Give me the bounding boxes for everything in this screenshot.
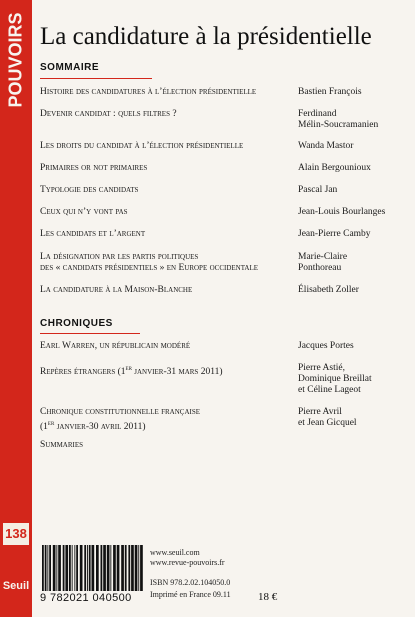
barcode-bar xyxy=(80,545,83,591)
toc-entry-title: Chronique constitutionnelle française (1er janvier-30 avril 2011) xyxy=(40,407,201,433)
barcode-bar xyxy=(89,545,91,591)
barcode xyxy=(40,545,144,591)
toc-entry-author: Jacques Portes xyxy=(298,341,354,351)
barcode-bar xyxy=(131,545,134,591)
barcode-bar xyxy=(103,545,106,591)
sommaire-rule xyxy=(40,78,152,79)
barcode-bar xyxy=(47,545,48,591)
toc-entry-title: Ceux qui n’y vont pas xyxy=(40,207,128,217)
issue-number: 138 xyxy=(3,523,29,545)
barcode-bar xyxy=(96,545,99,591)
barcode-bar xyxy=(69,545,71,591)
website-link: www.revue-pouvoirs.fr xyxy=(150,558,225,567)
toc-entry-title: La désignation par les partis politiques des « candidats présidentiels » en Europe occidentale xyxy=(40,252,259,273)
barcode-bar xyxy=(63,545,65,591)
toc-entry-title: Typologie des candidats xyxy=(40,185,139,195)
barcode-bar xyxy=(121,545,124,591)
toc-entry-title: Summaries xyxy=(40,440,84,450)
barcode-bar xyxy=(58,545,61,591)
toc-entry-author: Bastien François xyxy=(298,87,362,97)
barcode-bar xyxy=(140,545,143,591)
toc-entry-title: Earl Warren, un républicain modéré xyxy=(40,341,191,351)
barcode-bar xyxy=(84,545,86,591)
barcode-bar xyxy=(74,545,75,591)
chroniques-rule xyxy=(40,333,140,334)
barcode-bar xyxy=(101,545,103,591)
barcode-digits: 9 782021 040500 xyxy=(40,592,132,604)
website-link: www.seuil.com xyxy=(150,548,200,557)
price: 18 € xyxy=(258,591,278,603)
toc-entry-title: Primaires or not primaires xyxy=(40,163,148,173)
barcode-bar xyxy=(65,545,68,591)
toc-entry-title: Repères étrangers (1er janvier-31 mars 2011) xyxy=(40,365,223,378)
barcode-bar xyxy=(135,545,138,591)
toc-entry-author: Jean-Pierre Camby xyxy=(298,229,371,239)
barcode-bar xyxy=(76,545,78,591)
spine-brand xyxy=(0,0,32,120)
barcode-bar xyxy=(87,545,88,591)
barcode-bar xyxy=(110,545,111,591)
barcode-bar xyxy=(49,545,51,591)
isbn: ISBN 978.2.02.104050.0 xyxy=(150,578,231,587)
barcode-bar xyxy=(42,545,44,591)
barcode-bar xyxy=(56,545,57,591)
barcode-bar xyxy=(53,545,56,591)
barcode-bar xyxy=(92,545,95,591)
sommaire-heading: SOMMAIRE xyxy=(40,62,99,73)
toc-entry-title: La candidature à la Maison-Blanche xyxy=(40,285,193,295)
barcode-bar xyxy=(45,545,47,591)
barcode-bar xyxy=(113,545,116,591)
toc-entry-author: Jean-Louis Bourlanges xyxy=(298,207,386,217)
toc-entry-title: Les candidats et l’argent xyxy=(40,229,146,239)
toc-entry-title: Histoire des candidatures à l’élection présidentielle xyxy=(40,87,257,97)
toc-entry-title: Les droits du candidat à l’élection présidentielle xyxy=(40,141,244,151)
toc-entry-author: Alain Bergounioux xyxy=(298,163,371,173)
barcode-bar xyxy=(117,545,120,591)
toc-entry-author: Pierre Astié, Dominique Breillat et Céline Lageot xyxy=(298,363,372,395)
barcode-bar xyxy=(128,545,130,591)
toc-entry-author: Pascal Jan xyxy=(298,185,338,195)
barcode-bar xyxy=(72,545,73,591)
barcode-bar xyxy=(125,545,127,591)
toc-entry-author: Ferdinand Mélin-Soucramanien xyxy=(298,109,379,130)
toc-entry-author: Wanda Mastor xyxy=(298,141,354,151)
chroniques-heading: CHRONIQUES xyxy=(40,318,113,329)
toc-entry-author: Pierre Avril et Jean Gicquel xyxy=(298,407,357,428)
barcode-bar xyxy=(138,545,139,591)
barcode-bar xyxy=(107,545,110,591)
brand-name: POUVOIRS xyxy=(5,12,26,108)
printed-in: Imprimé en France 09.11 xyxy=(150,590,231,599)
cover-title: La candidature à la présidentielle xyxy=(40,23,372,50)
spine xyxy=(0,0,32,617)
toc-entry-author: Marie-Claire Ponthoreau xyxy=(298,252,348,273)
toc-entry-author: Élisabeth Zoller xyxy=(298,285,359,295)
publisher-name: Seuil xyxy=(2,580,30,592)
toc-entry-title: Devenir candidat : quels filtres ? xyxy=(40,109,177,119)
